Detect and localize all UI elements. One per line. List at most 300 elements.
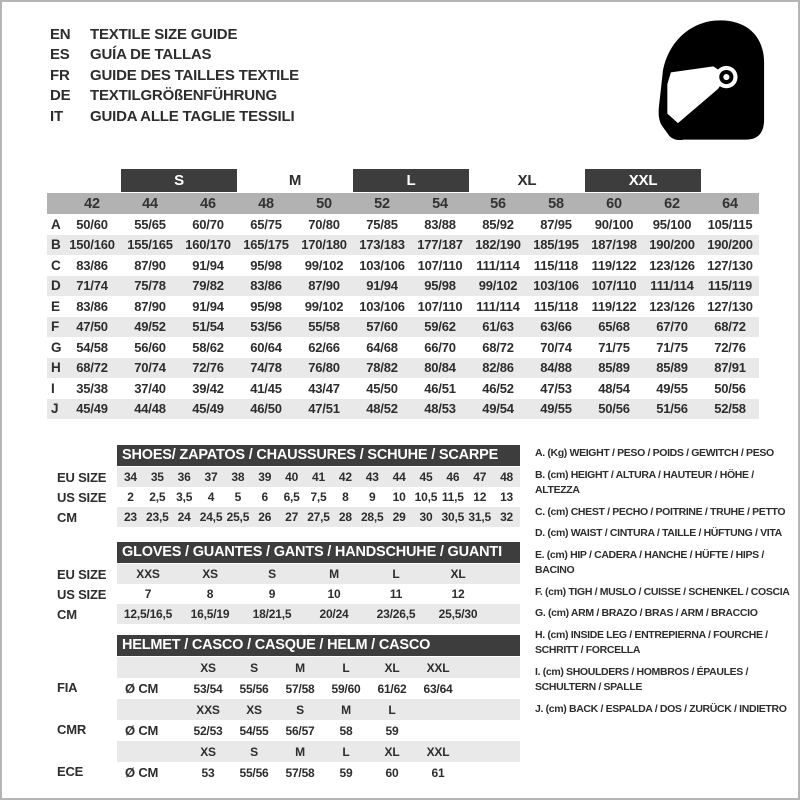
language-row xyxy=(50,106,299,127)
size-value-cell: 35 xyxy=(150,470,164,484)
column-size-label: 52 xyxy=(374,195,390,212)
size-value-cell: 43 xyxy=(365,470,379,484)
size-value-cell: 44 xyxy=(392,470,406,484)
row-label: I xyxy=(51,380,55,396)
size-value-cell: 79/82 xyxy=(192,278,224,294)
helmet-size-label: M xyxy=(341,702,351,717)
size-value-cell: 6 xyxy=(261,490,268,504)
size-value-cell: 68/72 xyxy=(76,360,108,376)
size-value-cell: 103/106 xyxy=(359,257,405,273)
size-value-cell: 49/54 xyxy=(482,401,514,417)
size-value-cell: 24,5 xyxy=(199,510,223,524)
size-value-cell: 47/53 xyxy=(540,380,572,396)
size-value-cell: 95/98 xyxy=(424,278,456,294)
size-value-cell: 87/95 xyxy=(540,216,572,232)
size-value-cell: 115/118 xyxy=(533,257,579,273)
size-value-cell: 76/80 xyxy=(308,360,340,376)
legend-item: G. (cm) ARM / BRAZO / BRAS / ARM / BRACCIO xyxy=(535,607,758,619)
size-value-cell: 70/80 xyxy=(308,216,340,232)
helmet-size-label: XL xyxy=(384,744,400,759)
size-value-cell: 45/50 xyxy=(366,380,398,396)
size-value-cell: 50/56 xyxy=(598,401,630,417)
size-value-cell: 105/115 xyxy=(707,216,753,232)
language-title-list xyxy=(50,24,299,127)
size-value-cell: 95/98 xyxy=(250,298,282,314)
helmet-values-row-cmr xyxy=(117,720,520,741)
size-value-cell: 25,5 xyxy=(226,510,250,524)
size-value-cell: 42 xyxy=(338,470,352,484)
guide-title: TEXTILGRÖßENFÜHRUNG xyxy=(90,87,278,105)
size-group-xl: XL xyxy=(517,172,537,189)
shoes-table-title: SHOES/ ZAPATOS / CHAUSSURES / SCHUHE / SCARPE xyxy=(117,445,520,466)
table-row-cm xyxy=(117,604,520,624)
helmet-size-label: XS xyxy=(246,702,262,717)
size-value-cell: XXS xyxy=(136,567,160,581)
size-value-cell: 68/72 xyxy=(714,319,746,335)
size-value-cell: L xyxy=(392,567,400,581)
size-value-cell: 70/74 xyxy=(540,339,572,355)
table-row-us-size xyxy=(117,487,520,507)
size-value-cell: 64/68 xyxy=(366,339,398,355)
language-row xyxy=(50,86,299,107)
row-label: CM xyxy=(57,606,77,622)
numeric-size-header-row xyxy=(47,193,759,214)
size-value-cell: 7 xyxy=(144,587,152,601)
size-value-cell: 48/52 xyxy=(366,401,398,417)
size-value-cell: 70/74 xyxy=(134,360,166,376)
language-code: DE xyxy=(50,87,71,105)
table-row-eu-size xyxy=(117,467,520,487)
row-label: EU SIZE xyxy=(57,566,107,582)
size-value-cell: 75/85 xyxy=(366,216,398,232)
size-value-cell: 11,5 xyxy=(441,490,464,504)
size-value-cell: 48/54 xyxy=(598,380,630,396)
language-code: ES xyxy=(50,46,70,64)
size-value-cell: 107/110 xyxy=(591,278,637,294)
helmet-size-label: S xyxy=(250,744,258,759)
size-value-cell: XL xyxy=(450,567,466,581)
helmet-sizes-row-fia xyxy=(117,657,520,678)
textile-row-J xyxy=(47,399,759,420)
size-value-cell: 8 xyxy=(206,587,214,601)
size-value-cell: 46/51 xyxy=(424,380,456,396)
size-value-cell: 61 xyxy=(431,765,445,780)
column-size-label: 54 xyxy=(432,195,448,212)
size-value-cell: 46/52 xyxy=(482,380,514,396)
row-label: A xyxy=(51,216,61,232)
size-value-cell: 60/70 xyxy=(192,216,224,232)
column-size-label: 46 xyxy=(200,195,216,212)
size-value-cell: 43/47 xyxy=(308,380,340,396)
size-value-cell: 30,5 xyxy=(441,510,465,524)
size-value-cell: 9 xyxy=(268,587,276,601)
row-label: C xyxy=(51,257,61,273)
column-size-label: 48 xyxy=(258,195,274,212)
row-label: EU SIZE xyxy=(57,469,107,485)
language-code: IT xyxy=(50,107,63,125)
size-value-cell: 40 xyxy=(285,470,299,484)
corner-cell xyxy=(47,193,63,214)
legend-item: I. (cm) SHOULDERS / HOMBROS / ÉPAULES / SCHULTERN / SPALLE xyxy=(535,665,749,693)
helmet-sizes-row-ece xyxy=(117,741,520,762)
size-value-cell: 5 xyxy=(234,490,242,504)
size-value-cell: 119/122 xyxy=(591,298,637,314)
size-value-cell: 60/64 xyxy=(250,339,282,355)
racing-helmet-icon xyxy=(652,18,770,142)
size-value-cell: 87/90 xyxy=(308,278,340,294)
textile-row-I xyxy=(47,378,759,399)
helmet-size-label: M xyxy=(295,660,305,675)
guide-title: GUÍA DE TALLAS xyxy=(90,46,212,64)
size-value-cell: 87/91 xyxy=(714,360,746,376)
textile-measurement-rows xyxy=(47,214,759,419)
size-value-cell: 28,5 xyxy=(360,510,384,524)
size-value-cell: 25,5/30 xyxy=(438,607,478,621)
size-value-cell: 71/75 xyxy=(598,339,630,355)
helmet-values-row-fia xyxy=(117,678,520,699)
size-value-cell: 52/53 xyxy=(193,723,223,738)
size-value-cell: 37/40 xyxy=(134,380,166,396)
size-value-cell: 54/55 xyxy=(239,723,269,738)
textile-row-E xyxy=(47,296,759,317)
size-value-cell: 8 xyxy=(342,490,349,504)
gloves-table-title: GLOVES / GUANTES / GANTS / HANDSCHUHE / GUANTI xyxy=(117,542,520,563)
helmet-size-label: L xyxy=(388,702,396,717)
size-value-cell: 72/76 xyxy=(192,360,224,376)
size-value-cell: 30 xyxy=(419,510,433,524)
size-value-cell: 91/94 xyxy=(366,278,398,294)
table-row-eu-size xyxy=(117,564,520,584)
size-value-cell: 44/48 xyxy=(134,401,166,417)
size-value-cell: 10,5 xyxy=(414,490,438,504)
legend-item: E. (cm) HIP / CADERA / HANCHE / HÜFTE / HIPS / BACINO xyxy=(535,548,764,576)
gloves-row-labels xyxy=(57,542,115,624)
size-value-cell: 155/165 xyxy=(127,237,173,253)
size-value-cell: 13 xyxy=(500,490,514,504)
column-size-label: 50 xyxy=(316,195,332,212)
size-value-cell: 82/86 xyxy=(482,360,514,376)
size-value-cell: 59 xyxy=(339,765,353,780)
helmet-size-label: S xyxy=(296,702,304,717)
certification-label-ece: ECE xyxy=(57,764,84,779)
language-code: FR xyxy=(50,66,70,84)
size-value-cell: 68/72 xyxy=(482,339,514,355)
size-value-cell: 57/58 xyxy=(285,681,315,696)
helmet-size-label: XXL xyxy=(426,744,450,759)
size-value-cell: 60 xyxy=(385,765,399,780)
size-value-cell: 11 xyxy=(389,587,403,601)
size-value-cell: 115/118 xyxy=(533,298,579,314)
size-value-cell: 85/92 xyxy=(482,216,514,232)
size-value-cell: 56/60 xyxy=(134,339,166,355)
size-value-cell: 90/100 xyxy=(594,216,634,232)
size-value-cell: 55/58 xyxy=(308,319,340,335)
size-value-cell: 35/38 xyxy=(76,380,108,396)
size-value-cell: 190/200 xyxy=(707,237,753,253)
row-label: F xyxy=(51,319,60,335)
size-value-cell: 123/126 xyxy=(649,298,695,314)
size-value-cell: 177/187 xyxy=(417,237,463,253)
size-value-cell: 38 xyxy=(231,470,245,484)
size-value-cell: 28 xyxy=(338,510,352,524)
size-value-cell: 7,5 xyxy=(310,490,327,504)
size-value-cell: 150/160 xyxy=(69,237,115,253)
legend-item: F. (cm) TIGH / MUSLO / CUISSE / SCHENKEL / COSCIA xyxy=(535,585,790,598)
shoes-row-labels xyxy=(57,445,115,527)
language-code: EN xyxy=(50,25,71,43)
size-value-cell: 71/74 xyxy=(76,278,108,294)
row-label: E xyxy=(51,298,60,314)
diameter-cm-unit: Ø CM xyxy=(125,723,159,738)
size-value-cell: 62/66 xyxy=(308,339,340,355)
language-row xyxy=(50,24,299,45)
size-value-cell: 53 xyxy=(201,765,215,780)
size-value-cell: 111/114 xyxy=(650,278,694,294)
size-value-cell: 36 xyxy=(177,470,191,484)
size-value-cell: 123/126 xyxy=(649,257,695,273)
size-value-cell: 41/45 xyxy=(250,380,282,396)
guide-title: TEXTILE SIZE GUIDE xyxy=(90,25,238,43)
gloves-size-table xyxy=(57,542,522,624)
size-value-cell: 103/106 xyxy=(533,278,579,294)
size-value-cell: 57/60 xyxy=(366,319,398,335)
size-value-cell: 74/78 xyxy=(250,360,282,376)
size-value-cell: 50/56 xyxy=(714,380,746,396)
size-value-cell: 12 xyxy=(473,490,487,504)
row-label: CM xyxy=(57,509,77,525)
size-value-cell: 47 xyxy=(473,470,487,484)
size-value-cell: 190/200 xyxy=(649,237,695,253)
column-size-label: 58 xyxy=(548,195,564,212)
size-value-cell: 57/58 xyxy=(285,765,315,780)
row-label: H xyxy=(51,360,61,376)
size-value-cell: 31,5 xyxy=(468,510,491,524)
size-value-cell: 99/102 xyxy=(304,257,344,273)
size-value-cell: XS xyxy=(202,567,218,581)
size-value-cell: 65/75 xyxy=(250,216,282,232)
size-value-cell: 95/98 xyxy=(250,257,282,273)
size-value-cell: 115/119 xyxy=(707,278,753,294)
legend-item: J. (cm) BACK / ESPALDA / DOS / ZURÜCK / INDIETRO xyxy=(535,702,787,715)
measurement-legend xyxy=(535,446,793,723)
size-value-cell: 45/49 xyxy=(76,401,108,417)
size-value-cell: 51/54 xyxy=(192,319,224,335)
size-value-cell: 47/51 xyxy=(308,401,340,417)
size-value-cell: 39/42 xyxy=(192,380,224,396)
size-value-cell: 55/65 xyxy=(134,216,166,232)
size-value-cell: 6,5 xyxy=(283,490,300,504)
textile-row-F xyxy=(47,317,759,338)
size-value-cell: 187/198 xyxy=(591,237,637,253)
size-value-cell: 103/106 xyxy=(359,298,405,314)
size-value-cell: 127/130 xyxy=(707,298,753,314)
size-value-cell: 160/170 xyxy=(185,237,231,253)
certification-label-cmr: CMR xyxy=(57,722,87,737)
helmet-values-row-ece xyxy=(117,762,520,783)
textile-row-G xyxy=(47,337,759,358)
size-value-cell: 99/102 xyxy=(304,298,344,314)
textile-row-A xyxy=(47,214,759,235)
size-value-cell: 48 xyxy=(500,470,514,484)
size-value-cell: 2,5 xyxy=(149,490,166,504)
size-value-cell: 18/21,5 xyxy=(252,607,292,621)
size-value-cell: 41 xyxy=(312,470,325,484)
size-value-cell: 63/64 xyxy=(423,681,453,696)
language-row xyxy=(50,45,299,66)
size-value-cell: 53/54 xyxy=(193,681,223,696)
size-value-cell: M xyxy=(329,567,339,581)
size-value-cell: 185/195 xyxy=(533,237,579,253)
legend-item: A. (Kg) WEIGHT / PESO / POIDS / GEWITCH / PESO xyxy=(535,447,774,459)
row-label: J xyxy=(51,401,59,417)
textile-row-H xyxy=(47,358,759,379)
column-size-label: 42 xyxy=(84,195,100,212)
size-value-cell: 27,5 xyxy=(307,510,330,524)
size-value-cell: 37 xyxy=(204,470,218,484)
size-group-s: S xyxy=(121,169,237,192)
size-value-cell: 58 xyxy=(339,723,353,738)
row-label: D xyxy=(51,278,61,294)
textile-size-table xyxy=(47,169,759,419)
size-value-cell: 83/86 xyxy=(76,257,108,273)
row-label: US SIZE xyxy=(57,586,107,602)
size-value-cell: 49/55 xyxy=(656,380,688,396)
size-value-cell: 59/62 xyxy=(424,319,456,335)
helmet-size-label: XS xyxy=(200,660,216,675)
size-value-cell: 55/56 xyxy=(239,765,269,780)
size-value-cell: 87/90 xyxy=(134,298,166,314)
size-value-cell: 52/58 xyxy=(714,401,746,417)
size-value-cell: 83/86 xyxy=(76,298,108,314)
size-value-cell: 83/88 xyxy=(424,216,456,232)
helmet-size-label: XXL xyxy=(426,660,450,675)
legend-item: D. (cm) WAIST / CINTURA / TAILLE / HÜFTUNG / VITA xyxy=(535,527,782,539)
size-value-cell: 46 xyxy=(446,470,460,484)
size-value-cell: 61/63 xyxy=(482,319,514,335)
column-size-label: 44 xyxy=(142,195,158,212)
size-value-cell: 170/180 xyxy=(301,237,347,253)
row-label: B xyxy=(51,237,61,253)
column-size-label: 60 xyxy=(606,195,622,212)
size-value-cell: 59/60 xyxy=(331,681,361,696)
size-value-cell: 20/24 xyxy=(319,607,349,621)
helmet-size-label: M xyxy=(295,744,305,759)
size-value-cell: 91/94 xyxy=(192,257,224,273)
helmet-size-label: XL xyxy=(384,660,400,675)
size-value-cell: 29 xyxy=(392,510,406,524)
size-value-cell: 182/190 xyxy=(475,237,521,253)
size-value-cell: 72/76 xyxy=(714,339,746,355)
size-value-cell: 45/49 xyxy=(192,401,224,417)
size-value-cell: 78/82 xyxy=(366,360,398,376)
size-value-cell: 61/62 xyxy=(377,681,407,696)
diameter-cm-unit: Ø CM xyxy=(125,765,159,780)
helmet-size-label: L xyxy=(342,660,350,675)
size-value-cell: 2 xyxy=(127,490,134,504)
size-value-cell: 39 xyxy=(258,470,272,484)
size-value-cell: 51/56 xyxy=(656,401,688,417)
legend-item: C. (cm) CHEST / PECHO / POITRINE / TRUHE / PETTO xyxy=(535,505,786,518)
helmet-table-title: HELMET / CASCO / CASQUE / HELM / CASCO xyxy=(117,635,520,656)
size-value-cell: 165/175 xyxy=(243,237,289,253)
size-value-cell: 23,5 xyxy=(146,510,169,524)
helmet-sizes-row-cmr xyxy=(117,699,520,720)
textile-row-C xyxy=(47,255,759,276)
size-value-cell: 49/55 xyxy=(540,401,572,417)
size-value-cell: 9 xyxy=(368,490,376,504)
size-value-cell: 59 xyxy=(385,723,399,738)
size-value-cell: 75/78 xyxy=(134,278,166,294)
size-value-cell: 32 xyxy=(500,510,514,524)
size-value-cell: 83/86 xyxy=(250,278,282,294)
size-value-cell: 49/52 xyxy=(134,319,166,335)
guide-title: GUIDA ALLE TAGLIE TESSILI xyxy=(90,107,295,125)
size-value-cell: 95/100 xyxy=(652,216,692,232)
helmet-size-label: S xyxy=(250,660,258,675)
size-value-cell: 119/122 xyxy=(591,257,637,273)
row-label: US SIZE xyxy=(57,489,107,505)
size-value-cell: 66/70 xyxy=(424,339,456,355)
size-value-cell: 67/70 xyxy=(656,319,688,335)
size-value-cell: 111/114 xyxy=(476,257,520,273)
size-value-cell: 85/89 xyxy=(598,360,630,376)
size-value-cell: 45 xyxy=(419,470,433,484)
size-value-cell: 111/114 xyxy=(476,298,520,314)
table-row-us-size xyxy=(117,584,520,604)
size-value-cell: 91/94 xyxy=(192,298,224,314)
size-value-cell: 99/102 xyxy=(478,278,518,294)
helmet-size-label: XS xyxy=(200,744,216,759)
size-group-l: L xyxy=(353,169,469,192)
size-value-cell: 58/62 xyxy=(192,339,224,355)
legend-item: B. (cm) HEIGHT / ALTURA / HAUTEUR / HÖHE / ALTEZZA xyxy=(535,468,754,496)
size-group-m: M xyxy=(288,172,302,189)
size-value-cell: 63/66 xyxy=(540,319,572,335)
size-value-cell: 84/88 xyxy=(540,360,572,376)
size-value-cell: 87/90 xyxy=(134,257,166,273)
column-size-label: 64 xyxy=(722,195,738,212)
size-value-cell: 26 xyxy=(258,510,272,524)
size-value-cell: 71/75 xyxy=(656,339,688,355)
size-value-cell: 3,5 xyxy=(176,490,193,504)
size-value-cell: 107/110 xyxy=(417,257,463,273)
size-value-cell: 46/50 xyxy=(250,401,282,417)
size-value-cell: 173/183 xyxy=(359,237,405,253)
size-value-cell: 27 xyxy=(285,510,299,524)
column-size-label: 56 xyxy=(490,195,506,212)
size-value-cell: 127/130 xyxy=(707,257,753,273)
size-value-cell: S xyxy=(268,567,276,581)
size-value-cell: 4 xyxy=(207,490,215,504)
size-value-cell: 16,5/19 xyxy=(190,607,230,621)
size-value-cell: 107/110 xyxy=(417,298,463,314)
size-value-cell: 10 xyxy=(327,587,341,601)
guide-title: GUIDE DES TAILLES TEXTILE xyxy=(90,66,299,84)
size-value-cell: 80/84 xyxy=(424,360,456,376)
row-label: G xyxy=(51,339,62,355)
visor-pivot-center xyxy=(723,74,729,80)
language-row xyxy=(50,65,299,86)
certification-label-fia: FIA xyxy=(57,680,78,695)
size-value-cell: 12,5/16,5 xyxy=(123,607,173,621)
size-value-cell: 24 xyxy=(177,510,191,524)
size-value-cell: 55/56 xyxy=(239,681,269,696)
column-size-label: 62 xyxy=(664,195,680,212)
legend-item: H. (cm) INSIDE LEG / ENTREPIERNA / FOURCHE / SCHRITT / FORCELLA xyxy=(535,628,768,656)
size-value-cell: 50/60 xyxy=(76,216,108,232)
size-value-cell: 10 xyxy=(392,490,406,504)
table-row-cm xyxy=(117,507,520,527)
